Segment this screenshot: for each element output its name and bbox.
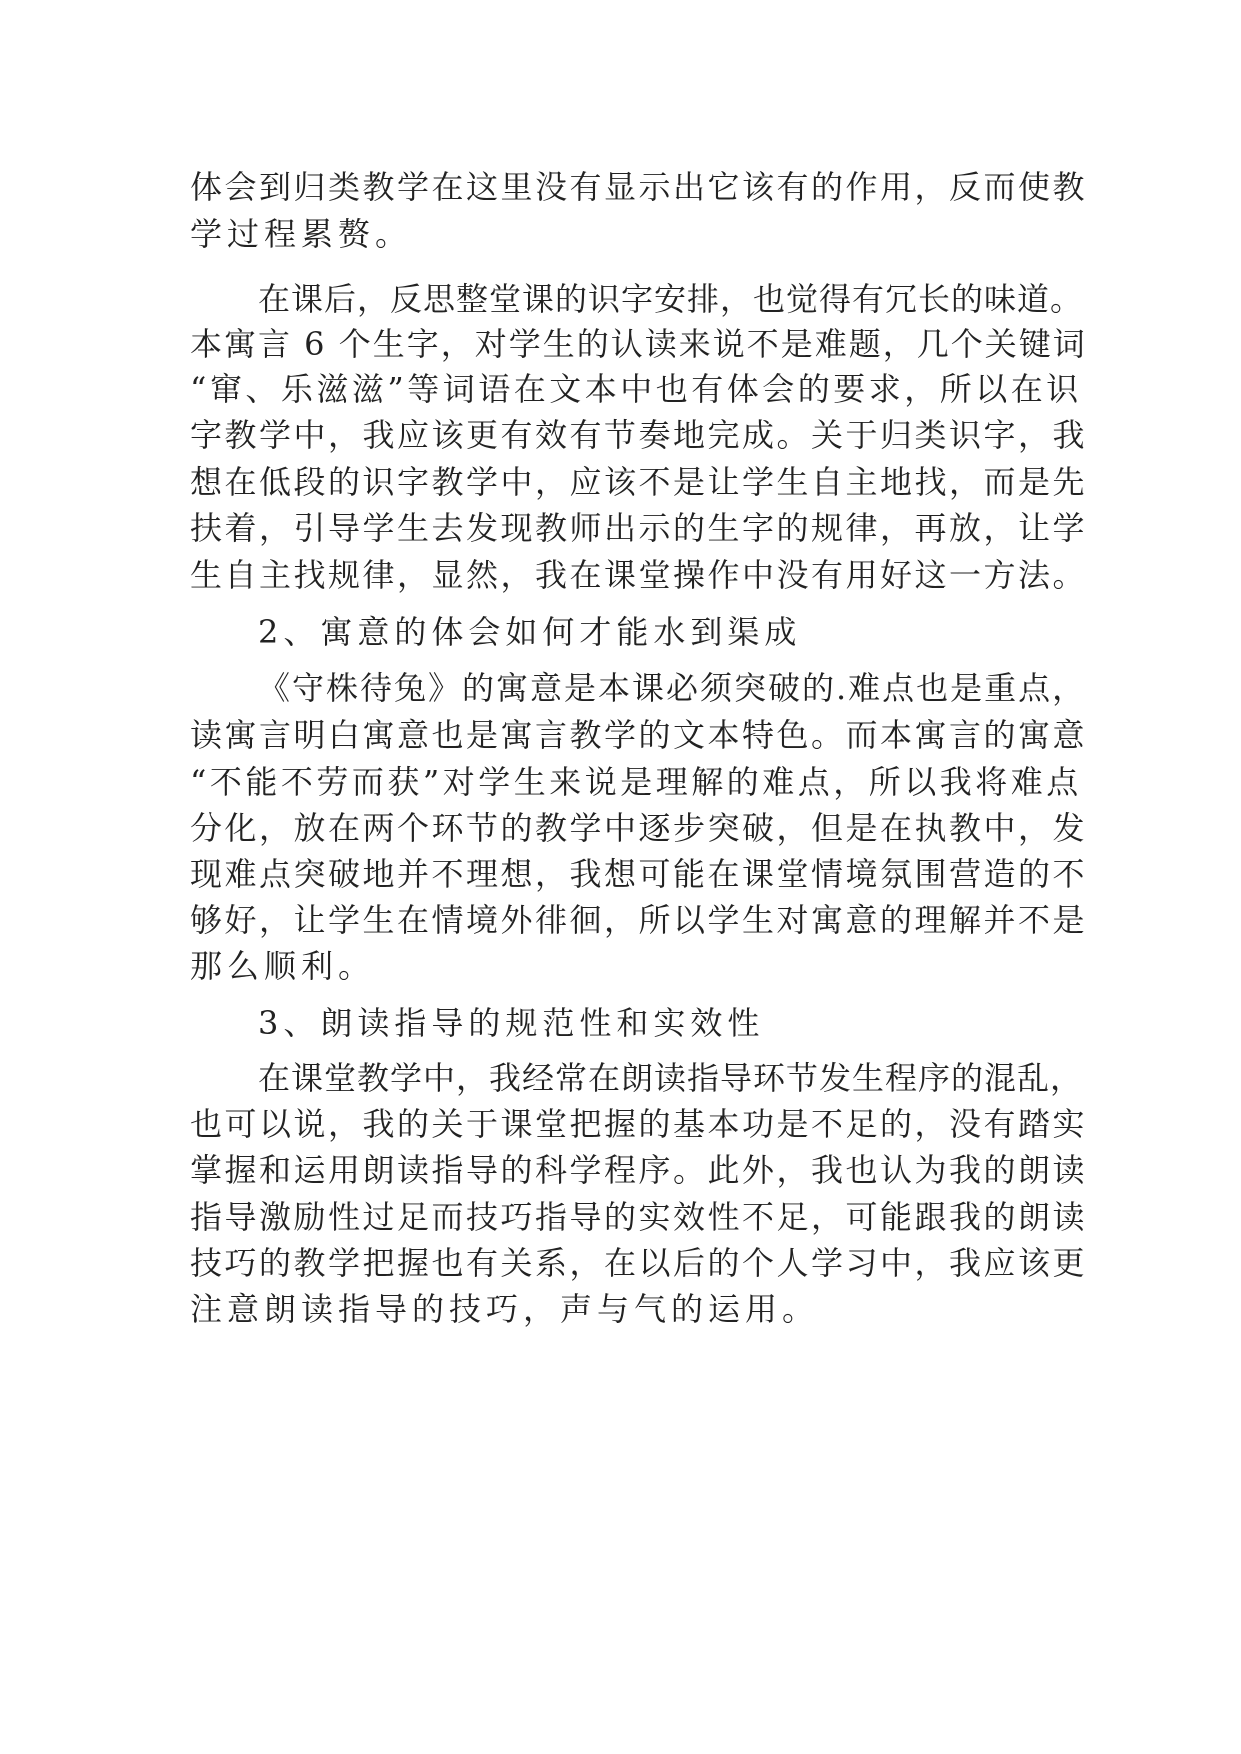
text-line: 也可以说，我的关于课堂把握的基本功是不足的，没有踏实 xyxy=(190,1105,1088,1143)
text-line: 现难点突破地并不理想，我想可能在课堂情境氛围营造的不 xyxy=(190,855,1088,893)
text-line: 分化，放在两个环节的教学中逐步突破，但是在执教中，发 xyxy=(190,809,1088,847)
text-line: 生自主找规律，显然，我在课堂操作中没有用好这一方法。 xyxy=(190,556,1088,594)
text-line: 掌握和运用朗读指导的科学程序。此外，我也认为我的朗读 xyxy=(190,1151,1088,1189)
paragraph-start-line: 在课后，反思整堂课的识字安排，也觉得有冗长的味道。 xyxy=(258,280,1084,318)
paragraph-start-line: 在课堂教学中，我经常在朗读指导环节发生程序的混乱， xyxy=(258,1059,1084,1097)
section-heading-2: 2、寓意的体会如何才能水到渠成 xyxy=(258,613,802,651)
text-line: 那么顺利。 xyxy=(190,947,376,985)
paragraph-start-line: 《守株待兔》的寓意是本课必须突破的.难点也是重点， xyxy=(258,669,1087,707)
text-line: 读寓言明白寓意也是寓言教学的文本特色。而本寓言的寓意 xyxy=(190,716,1088,754)
text-line: 技巧的教学把握也有关系，在以后的个人学习中，我应该更 xyxy=(190,1244,1088,1282)
text-line: 字教学中，我应该更有效有节奏地完成。关于归类识字，我 xyxy=(190,416,1088,454)
text-line: 指导激励性过足而技巧指导的实效性不足，可能跟我的朗读 xyxy=(190,1198,1088,1236)
text-line: 想在低段的识字教学中，应该不是让学生自主地找，而是先 xyxy=(190,463,1088,501)
text-line: “窜、乐滋滋”等词语在文本中也有体会的要求，所以在识 xyxy=(190,370,1082,408)
text-line: 本寓言 6 个生字，对学生的认读来说不是难题，几个关键词 xyxy=(190,325,1087,363)
section-heading-3: 3、朗读指导的规范性和实效性 xyxy=(258,1004,765,1042)
text-line: 注意朗读指导的技巧，声与气的运用。 xyxy=(190,1290,820,1328)
text-line: 扶着，引导学生去发现教师出示的生字的规律，再放，让学 xyxy=(190,509,1088,547)
text-line: 够好，让学生在情境外徘徊，所以学生对寓意的理解并不是 xyxy=(190,901,1088,939)
text-line: 体会到归类教学在这里没有显示出它该有的作用，反而使教 xyxy=(190,168,1088,206)
text-line: “不能不劳而获”对学生来说是理解的难点，所以我将难点 xyxy=(190,763,1082,801)
text-line: 学过程累赘。 xyxy=(190,215,413,253)
